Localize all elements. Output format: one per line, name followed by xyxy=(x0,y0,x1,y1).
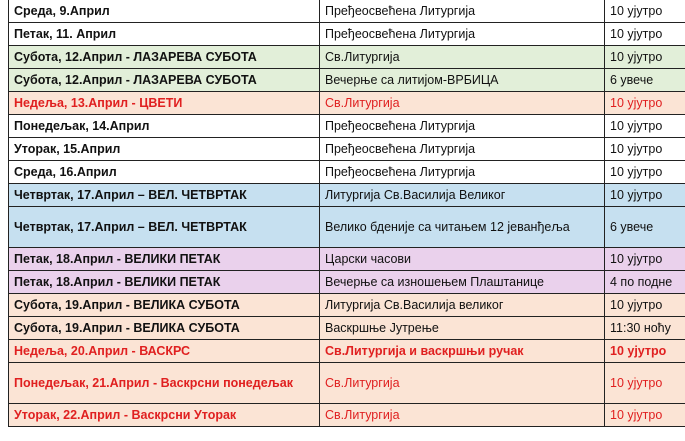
date-cell: Субота, 12.Април - ЛАЗАРЕВА СУБОТА xyxy=(9,69,320,92)
date-cell: Петак, 18.Април - ВЕЛИКИ ПЕТАК xyxy=(9,248,320,271)
date-cell: Субота, 19.Април - ВЕЛИКА СУБОТА xyxy=(9,294,320,317)
time-cell: 10 ујутро xyxy=(605,248,685,271)
schedule-row xyxy=(9,23,685,46)
service-cell: Св.Литургија xyxy=(320,363,605,404)
schedule-row xyxy=(9,207,685,248)
schedule-table xyxy=(8,0,685,427)
schedule-row xyxy=(9,0,685,23)
time-cell: 10 ујутро xyxy=(605,294,685,317)
service-cell: Св.Литургија xyxy=(320,404,605,427)
time-cell: 10 ујутро xyxy=(605,363,685,404)
service-cell: Пређеосвећена Литургија xyxy=(320,115,605,138)
schedule-row xyxy=(9,115,685,138)
service-cell: Литургија Св.Василија великог xyxy=(320,294,605,317)
schedule-row xyxy=(9,69,685,92)
date-cell: Уторак, 22.Април - Васкрсни Уторак xyxy=(9,404,320,427)
service-cell: Св.Литургија xyxy=(320,46,605,69)
time-cell: 10 ујутро xyxy=(605,23,685,46)
date-cell: Петак, 11. Април xyxy=(9,23,320,46)
time-cell: 10 ујутро xyxy=(605,161,685,184)
schedule-row xyxy=(9,363,685,404)
schedule-row xyxy=(9,271,685,294)
time-cell: 10 ујутро xyxy=(605,115,685,138)
time-cell: 10 ујутро xyxy=(605,184,685,207)
service-cell: Велико бденије са читањем 12 јеванђеља xyxy=(320,207,605,248)
schedule-body xyxy=(9,0,685,427)
date-cell: Недеља, 13.Април - ЦВЕТИ xyxy=(9,92,320,115)
service-cell: Св.Литургија и васкршњи ручак xyxy=(320,340,605,363)
service-cell: Литургија Св.Василија Великог xyxy=(320,184,605,207)
schedule-row xyxy=(9,46,685,69)
schedule-row xyxy=(9,404,685,427)
schedule-row xyxy=(9,248,685,271)
service-cell: Пређеосвећена Литургија xyxy=(320,23,605,46)
date-cell: Среда, 9.Април xyxy=(9,0,320,23)
service-cell: Васкршње Јутрење xyxy=(320,317,605,340)
service-cell: Пређеосвећена Литургија xyxy=(320,0,605,23)
schedule-row xyxy=(9,317,685,340)
service-cell: Св.Литургија xyxy=(320,92,605,115)
time-cell: 10 ујутро xyxy=(605,138,685,161)
service-cell: Вечерње са литијом-ВРБИЦА xyxy=(320,69,605,92)
schedule-row xyxy=(9,138,685,161)
date-cell: Уторак, 15.Април xyxy=(9,138,320,161)
schedule-row xyxy=(9,340,685,363)
time-cell: 6 увече xyxy=(605,207,685,248)
schedule-row xyxy=(9,161,685,184)
date-cell: Недеља, 20.Април - ВАСКРС xyxy=(9,340,320,363)
time-cell: 4 по подне xyxy=(605,271,685,294)
schedule-row xyxy=(9,92,685,115)
service-cell: Царски часови xyxy=(320,248,605,271)
schedule-row xyxy=(9,184,685,207)
time-cell: 6 увече xyxy=(605,69,685,92)
time-cell: 10 ујутро xyxy=(605,46,685,69)
date-cell: Понедељак, 14.Април xyxy=(9,115,320,138)
service-cell: Пређеосвећена Литургија xyxy=(320,161,605,184)
time-cell: 10 ујутро xyxy=(605,92,685,115)
date-cell: Субота, 12.Април - ЛАЗАРЕВА СУБОТА xyxy=(9,46,320,69)
date-cell: Субота, 19.Април - ВЕЛИКА СУБОТА xyxy=(9,317,320,340)
time-cell: 10 ујутро xyxy=(605,404,685,427)
time-cell: 11:30 ноћу xyxy=(605,317,685,340)
service-cell: Пређеосвећена Литургија xyxy=(320,138,605,161)
service-cell: Вечерње са изношењем Плаштанице xyxy=(320,271,605,294)
time-cell: 10 ујутро xyxy=(605,0,685,23)
date-cell: Четвртак, 17.Април – ВЕЛ. ЧЕТВРТАК xyxy=(9,184,320,207)
date-cell: Четвртак, 17.Април – ВЕЛ. ЧЕТВРТАК xyxy=(9,207,320,248)
date-cell: Петак, 18.Април - ВЕЛИКИ ПЕТАК xyxy=(9,271,320,294)
date-cell: Среда, 16.Април xyxy=(9,161,320,184)
schedule-row xyxy=(9,294,685,317)
time-cell: 10 ујутро xyxy=(605,340,685,363)
date-cell: Понедељак, 21.Април - Васкрсни понедељак xyxy=(9,363,320,404)
